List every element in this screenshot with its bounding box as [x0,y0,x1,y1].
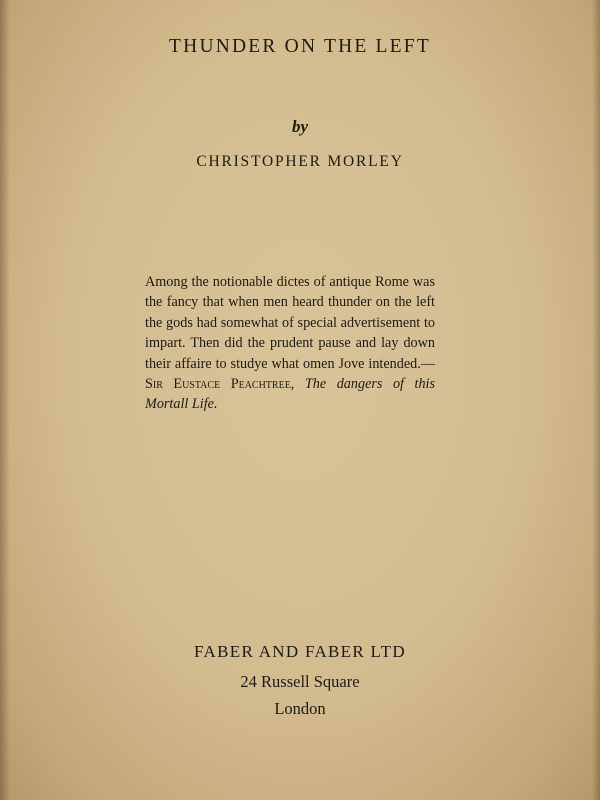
byline-by: by [291,117,309,136]
author-name: CHRISTOPHER MORLEY [196,153,404,170]
epigraph [145,272,435,415]
epigraph-attribution-name: Sir Eustace Peachtree, [145,376,295,393]
publisher-address: 24 Russell Square [240,672,360,691]
publisher-name: FABER AND FABER LTD [194,642,406,661]
epigraph-attribution-work: The dangers of this Mortall Life. [145,376,435,413]
book-title: THUNDER ON THE LEFT [169,36,431,57]
epigraph-text: Among the notionable dictes of antique Rome was the fancy that when men heard thunder on the left the gods had somewhat of special advertisement to impart. Then did the prudent pause and lay down their affaire to studye what omen Jove intended.— [145,274,435,372]
publisher-city: London [274,699,326,718]
